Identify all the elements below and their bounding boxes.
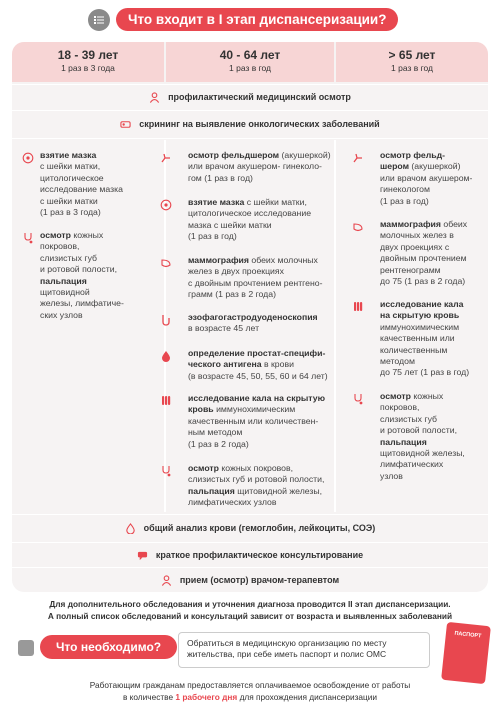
band-blood-test	[12, 518, 488, 538]
exam-chair-icon	[160, 152, 172, 164]
item-title: осмотр фельд-	[380, 150, 445, 160]
footer-text: в количестве	[122, 692, 176, 702]
item-title: взятие мазка	[188, 197, 245, 207]
col1-smear-item	[22, 150, 162, 220]
age-label: 18 - 39 лет	[57, 48, 119, 62]
blood-drop-icon	[160, 350, 172, 362]
item-text: грамм (1 раз в 2 года)	[188, 289, 276, 300]
header	[88, 8, 398, 31]
need-line: Обратиться в медицинскую организацию по месту	[187, 638, 387, 648]
item-title: на скрытую кровь	[380, 310, 460, 321]
item-text: узлов	[380, 470, 403, 481]
item-text: до 75 (1 раз в 2 года)	[380, 276, 466, 287]
separator	[12, 514, 488, 515]
item-text: до 75 лет (1 раз в год)	[380, 367, 470, 378]
column-head-65-plus	[336, 42, 488, 82]
item-title: маммография	[380, 219, 441, 229]
item-text: иммунохимическим	[213, 404, 296, 415]
separator	[12, 84, 488, 85]
item-text: обеих молочных	[248, 255, 318, 265]
item-title: шером	[380, 161, 409, 172]
footer-highlight: 1 рабочего дня	[175, 692, 238, 702]
item-text: покровов,	[380, 402, 420, 413]
item-text: (1 раз в год)	[380, 195, 429, 206]
item-title: пальпация	[40, 275, 87, 286]
band-label: краткое профилактическое консультирование	[155, 550, 364, 560]
item-text: (в возрасте 45, 50, 55, 60 и 64 лет)	[188, 370, 328, 381]
frequency-label: 1 раз в год	[391, 63, 433, 73]
doctor-icon	[149, 92, 160, 103]
item-text: с шейки матки,	[40, 161, 101, 172]
mammography-icon	[352, 221, 364, 233]
exam-chair-icon	[352, 152, 364, 164]
item-text: ным методом	[188, 427, 243, 438]
item-text: цитологическое исследование	[188, 208, 312, 219]
stethoscope-icon	[352, 393, 364, 405]
item-title: ческого антигена	[188, 359, 262, 370]
item-title: эзофагогастродуоденоскопия	[188, 312, 318, 322]
scanner-icon	[120, 119, 131, 130]
item-text: (1 раз в год)	[188, 231, 237, 242]
item-title: маммография	[188, 255, 249, 265]
item-title: осмотр фельдшером	[188, 150, 280, 160]
item-text: исследование мазка	[40, 184, 123, 195]
item-text: цитологическое	[40, 172, 104, 183]
item-text: щитовидной железы,	[380, 448, 465, 459]
note-line: А полный список обследований и консультаций зависит от возраста и выявленных заболеваний	[47, 611, 453, 621]
passport-image	[441, 622, 491, 684]
band-label: прием (осмотр) врачом-терапевтом	[179, 575, 340, 585]
item-text: в возрасте 45 лет	[188, 323, 260, 334]
item-text: качественным или количествен-	[188, 415, 319, 426]
item-text: двух проекциях с	[380, 241, 450, 252]
column-divider	[334, 140, 336, 512]
item-text: и ротовой полости,	[380, 425, 457, 436]
item-text: кожных	[71, 230, 104, 240]
item-title: исследование кала на скрытую	[188, 393, 326, 403]
item-text: и ротовой полости,	[40, 264, 117, 275]
test-tubes-icon	[352, 301, 364, 313]
age-label: 40 - 64 лет	[219, 48, 281, 62]
item-text: с шейки матки,	[244, 197, 307, 207]
column-head-40-64	[166, 42, 334, 82]
item-text: покровов,	[40, 241, 80, 252]
footer-note	[0, 679, 500, 703]
list-icon	[88, 9, 110, 31]
separator	[12, 567, 488, 568]
band-profile-exam	[12, 87, 488, 107]
item-title: осмотр	[188, 463, 219, 473]
stethoscope-icon	[160, 465, 172, 477]
item-text: щитовидной железы,	[234, 485, 323, 496]
item-text: ских узлов	[40, 309, 83, 320]
note-line: Для дополнительного обследования и уточнения диагноза проводится II этап диспансеризации.	[49, 599, 451, 609]
document-icon	[18, 640, 34, 656]
item-text: обеих	[440, 219, 468, 229]
item-title: осмотр	[380, 391, 411, 401]
item-text: слизистых губ и ротовой полости,	[188, 474, 325, 485]
band-label: общий анализ крови (гемоглобин, лейкоциты, СОЭ)	[143, 523, 376, 533]
item-text: слизистых губ	[40, 252, 98, 263]
item-title: пальпация	[188, 485, 235, 496]
item-text: мазка с шейки матки	[188, 219, 272, 230]
item-text: в крови	[261, 359, 294, 370]
item-text: количественным	[380, 344, 448, 355]
item-text: или врачом акушером-	[380, 172, 473, 183]
frequency-label: 1 раз в 3 года	[61, 63, 115, 73]
need-title: Что необходимо?	[40, 635, 177, 659]
item-text: лимфатических узлов	[188, 497, 277, 508]
item-title: исследование кала	[380, 299, 464, 309]
band-consultation	[12, 545, 488, 565]
item-text: желез в двух проекциях	[188, 266, 284, 277]
item-text: железы, лимфатиче-	[40, 298, 124, 309]
item-text: кожных покровов,	[219, 463, 294, 473]
need-line: жительства, при себе иметь паспорт и полис ОМС	[187, 649, 387, 659]
item-title: кровь	[188, 404, 214, 415]
band-screening	[12, 114, 488, 134]
item-text: или врачом акушером- гинеколо-	[188, 161, 322, 172]
separator	[12, 138, 488, 139]
item-text: слизистых губ	[380, 413, 438, 424]
band-label: скрининг на выявление онкологических заболеваний	[139, 119, 380, 129]
passport-label: ПАСПОРТ	[454, 630, 482, 640]
item-text: кожных	[411, 391, 444, 401]
item-text: иммунохимическим	[380, 321, 460, 332]
cell-icon	[22, 152, 34, 164]
item-text: (акушеркой)	[279, 150, 331, 160]
column-divider	[164, 140, 166, 512]
col1-exam-item	[22, 230, 162, 320]
column-head-18-39	[12, 42, 164, 82]
blood-test-icon	[125, 523, 136, 534]
doctor-icon	[161, 575, 172, 586]
item-text: (акушеркой)	[409, 161, 461, 172]
band-label: профилактический медицинский осмотр	[168, 92, 351, 102]
item-text: (1 раз в 3 года)	[40, 207, 101, 218]
item-text: молочных желез в	[380, 230, 454, 241]
item-text: щитовидной	[40, 287, 90, 298]
endoscope-icon	[160, 314, 172, 326]
item-title: определение простат-специфи-	[188, 348, 326, 358]
item-text: методом	[380, 356, 415, 367]
stethoscope-icon	[22, 232, 34, 244]
item-text: гинекологом	[380, 184, 430, 195]
item-title: взятие мазка	[40, 150, 97, 160]
item-text: (1 раз в 2 года)	[188, 438, 249, 449]
item-text: рентгенограмм	[380, 264, 441, 275]
item-text: с шейки матки	[40, 195, 98, 206]
footer-text: для прохождения диспансеризации	[237, 692, 378, 702]
note-stage-two	[0, 598, 500, 622]
item-text: лимфатических	[380, 459, 444, 470]
item-text: с двойным прочтением рентгено-	[188, 277, 323, 288]
test-tubes-icon	[160, 395, 172, 407]
age-label: > 65 лет	[388, 48, 436, 62]
cell-icon	[160, 199, 172, 211]
item-text: двойным прочтением	[380, 253, 467, 264]
page-title: Что входит в I этап диспансеризации?	[116, 8, 398, 31]
item-title: пальпация	[380, 436, 427, 447]
separator	[12, 110, 488, 111]
mammography-icon	[160, 257, 172, 269]
item-text: гом (1 раз в год)	[188, 172, 253, 183]
footer-line: Работающим гражданам предоставляется оплачиваемое освобождение от работы	[89, 680, 411, 690]
chat-icon	[137, 550, 148, 561]
need-instructions	[178, 632, 430, 668]
separator	[12, 542, 488, 543]
frequency-label: 1 раз в год	[229, 63, 271, 73]
item-title: осмотр	[40, 230, 71, 240]
item-text: качественным или	[380, 333, 455, 344]
band-therapist	[12, 570, 488, 590]
